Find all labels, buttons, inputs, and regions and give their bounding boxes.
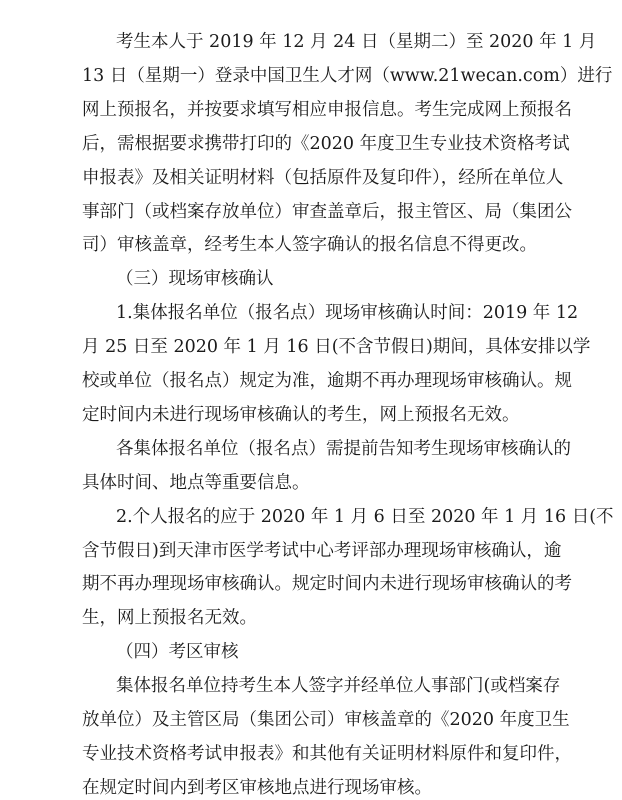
paragraph-line: 各集体报名单位（报名点）需提前告知考生现场审核确认的 bbox=[116, 438, 571, 459]
paragraph-line: 放单位）及主管区局（集团公司）审核盖章的《2020 年度卫生 bbox=[82, 710, 570, 730]
paragraph-line: 后，需根据要求携带打印的《2020 年度卫生专业技术资格考试 bbox=[82, 133, 570, 154]
paragraph-line: 校或单位（报名点）规定为准，逾期不再办理现场审核确认。规 bbox=[82, 371, 572, 391]
paragraph-line: 定时间内未进行现场审核确认的考生，网上预报名无效。 bbox=[82, 404, 520, 425]
paragraph-line: 在规定时间内到考区审核地点进行现场审核。 bbox=[82, 777, 432, 798]
section-heading-4: （四）考区审核 bbox=[116, 642, 239, 663]
paragraph-line: 专业技术资格考试申报表》和其他有关证明材料原件和复印件， bbox=[82, 743, 572, 764]
paragraph-line: 生，网上预报名无效。 bbox=[82, 608, 257, 629]
paragraph-line: 月 25 日至 2020 年 1 月 16 日(不含节假日)期间，具体安排以学 bbox=[82, 337, 591, 358]
section-heading-3: （三）现场审核确认 bbox=[116, 269, 274, 290]
paragraph-line: 集体报名单位持考生本人签字并经单位人事部门(或档案存 bbox=[116, 676, 561, 697]
paragraph-line: 含节假日)到天津市医学考试中心考评部办理现场审核确认，逾 bbox=[82, 540, 562, 561]
paragraph-line: 具体时间、地点等重要信息。 bbox=[82, 472, 310, 493]
paragraph-line: 事部门（或档案存放单位）审查盖章后，报主管区、局（集团公 bbox=[82, 201, 572, 222]
paragraph-line: 13 日（星期一）登录中国卫生人才网（www.21wecan.com）进行 bbox=[82, 65, 613, 86]
paragraph-line: 网上预报名，并按要求填写相应申报信息。考生完成网上预报名 bbox=[82, 99, 572, 120]
paragraph-line: 考生本人于 2019 年 12 月 24 日（星期二）至 2020 年 1 月 bbox=[116, 32, 597, 52]
paragraph-line: 司）审核盖章，经考生本人签字确认的报名信息不得更改。 bbox=[82, 235, 537, 256]
paragraph-line: 申报表》及相关证明材料（包括原件及复印件），经所在单位人 bbox=[82, 167, 564, 188]
paragraph-line: 1.集体报名单位（报名点）现场审核确认时间：2019 年 12 bbox=[116, 303, 579, 324]
paragraph-line: 期不再办理现场审核确认。规定时间内未进行现场审核确认的考 bbox=[82, 574, 572, 595]
paragraph-line: 2.个人报名的应于 2020 年 1 月 6 日至 2020 年 1 月 16 日(不 bbox=[116, 506, 614, 527]
